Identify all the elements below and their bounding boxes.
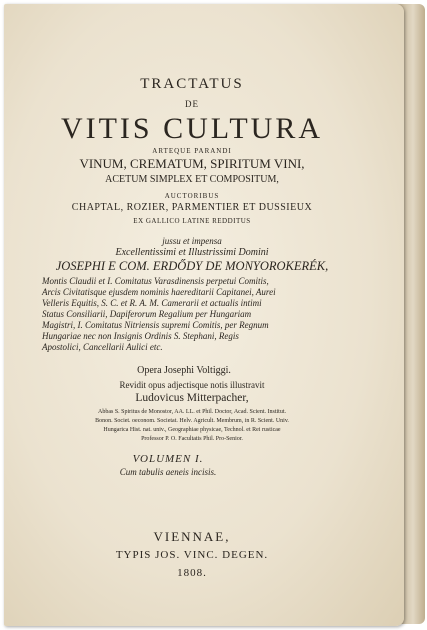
- title-page: [4, 4, 404, 626]
- dedication-line: Hungariae nec non Insignis Ordinis S. Stephani, Regis: [42, 331, 239, 341]
- main-title: VITIS CULTURA: [60, 112, 324, 145]
- dedication-line: Apostolici, Cancellarii Aulici etc.: [42, 342, 163, 352]
- dedication-line: Velleris Equitis, S. C. et R. A. M. Camerarii et actualis intimi: [42, 298, 262, 308]
- dedication-line: Arcis Civitatisque ejusdem nominis haereditarii Capitanei, Aurei: [42, 287, 276, 297]
- revidit-line: Revidit opus adjectisque notis illustravit: [119, 380, 265, 390]
- editor-titles-line: Abbas S. Spiritus de Monostor, AA. LL. et Phil. Doctor, Acad. Scient. Institut.: [97, 409, 286, 415]
- dedication-line: Status Consiliarii, Dapiferorum Regalium per Hungariam: [42, 309, 252, 319]
- printer-line: TYPIS JOS. VINC. DEGEN.: [115, 549, 269, 561]
- editor-titles-line: Bonon. Societ. oeconom. Societat. Helv. Agricult. Membrum, in R. Scient. Univ.: [95, 418, 289, 424]
- arteque-line: ARTEQUE PARANDI: [152, 147, 232, 155]
- editor-titles-line: Professor P. O. Facultatis Phil. Pro-Senior.: [141, 436, 243, 442]
- jussu-line: jussu et impensa: [162, 236, 222, 246]
- dedication-line: Montis Claudii et I. Comitatus Varasdinensis perpetui Comitis,: [42, 276, 269, 286]
- products-line-1: VINUM, CREMATUM, SPIRITUM VINI,: [79, 156, 305, 171]
- publication-year: 1808.: [177, 567, 207, 579]
- patron-name: JOSEPHI E COM. ERDŐDY DE MONYOROKERÉK,: [55, 259, 329, 273]
- products-line-2: ACETUM SIMPLEX ET COMPOSITUM,: [105, 174, 279, 185]
- de-word: DE: [185, 99, 199, 109]
- opera-line: Opera Josephi Voltiggi.: [137, 365, 231, 376]
- excellentissimi-line: Excellentissimi et Illustrissimi Domini: [115, 247, 269, 258]
- translated-line: EX GALLICO LATINE REDDITUS: [133, 217, 251, 225]
- place-of-publication: VIENNAE,: [153, 529, 231, 544]
- volume-number: VOLUMEN I.: [132, 453, 204, 465]
- auctoribus-label: AUCTORIBUS: [164, 192, 220, 200]
- plates-note: Cum tabulis aeneis incisis.: [119, 467, 217, 477]
- editor-titles-line: Hungarica Hist. nat. univ., Geographiae physicae, Technol. et Rei rusticae: [103, 427, 281, 433]
- editor-name: Ludovicus Mitterpacher,: [135, 392, 249, 404]
- tractatus-heading: TRACTATUS: [140, 76, 244, 92]
- dedication-line: Magistri, I. Comitatus Nitriensis supremi Comitis, per Regnum: [42, 320, 269, 330]
- authors-line: CHAPTAL, ROZIER, PARMENTIER ET DUSSIEUX: [71, 202, 313, 213]
